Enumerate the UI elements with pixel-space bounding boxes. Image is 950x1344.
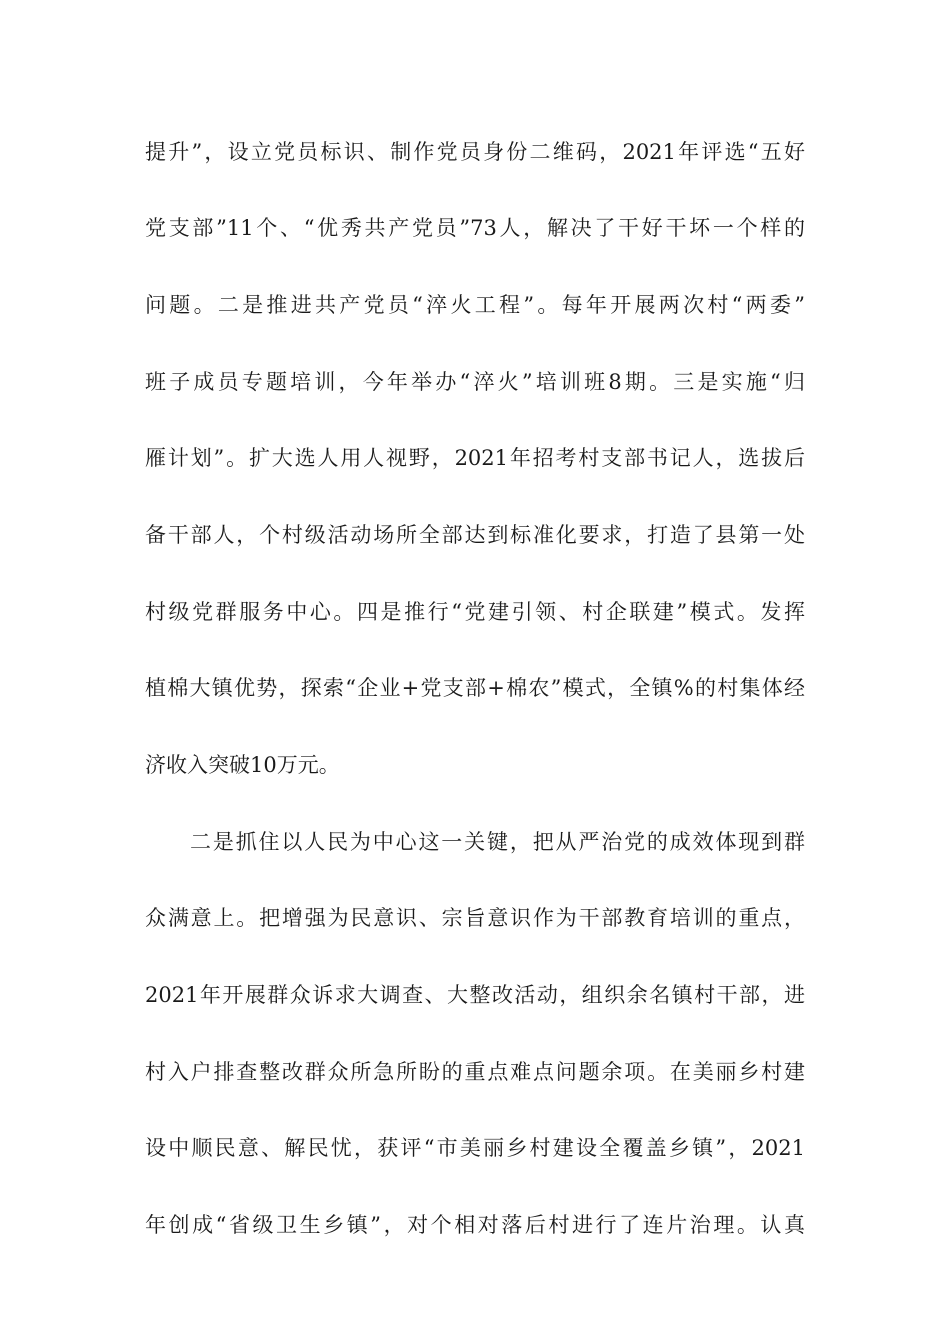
paragraph-line: 植棉大镇优势，探索“企业+党支部+棉农”模式，全镇%的村集体经 <box>145 676 805 700</box>
paragraph-line: 备干部人，个村级活动场所全部达到标准化要求，打造了县第一处 <box>145 523 805 547</box>
paragraph-line: 2021年开展群众诉求大调查、大整改活动，组织余名镇村干部，进 <box>145 983 805 1007</box>
paragraph-line: 雁计划”。扩大选人用人视野，2021年招考村支部书记人，选拔后 <box>145 446 805 470</box>
paragraph-line: 济收入突破10万元。 <box>145 753 340 777</box>
paragraph-line: 村级党群服务中心。四是推行“党建引领、村企联建”模式。发挥 <box>145 600 805 624</box>
paragraph-line: 问题。二是推进共产党员“淬火工程”。每年开展两次村“两委” <box>145 293 805 317</box>
paragraph-line: 村入户排查整改群众所急所盼的重点难点问题余项。在美丽乡村建 <box>145 1060 805 1084</box>
paragraph-line: 提升”，设立党员标识、制作党员身份二维码，2021年评选“五好 <box>145 140 805 164</box>
paragraph-line: 党支部”11个、“优秀共产党员”73人，解决了干好干坏一个样的 <box>145 216 805 240</box>
paragraph-line: 设中顺民意、解民忧，获评“市美丽乡村建设全覆盖乡镇”，2021 <box>145 1136 805 1160</box>
paragraph-line: 众满意上。把增强为民意识、宗旨意识作为干部教育培训的重点， <box>145 906 805 930</box>
paragraph-line: 年创成“省级卫生乡镇”，对个相对落后村进行了连片治理。认真 <box>145 1213 805 1237</box>
paragraph-line: 班子成员专题培训，今年举办“淬火”培训班8期。三是实施“归 <box>145 370 805 394</box>
paragraph-line: 二是抓住以人民为中心这一关键，把从严治党的成效体现到群 <box>190 830 805 854</box>
